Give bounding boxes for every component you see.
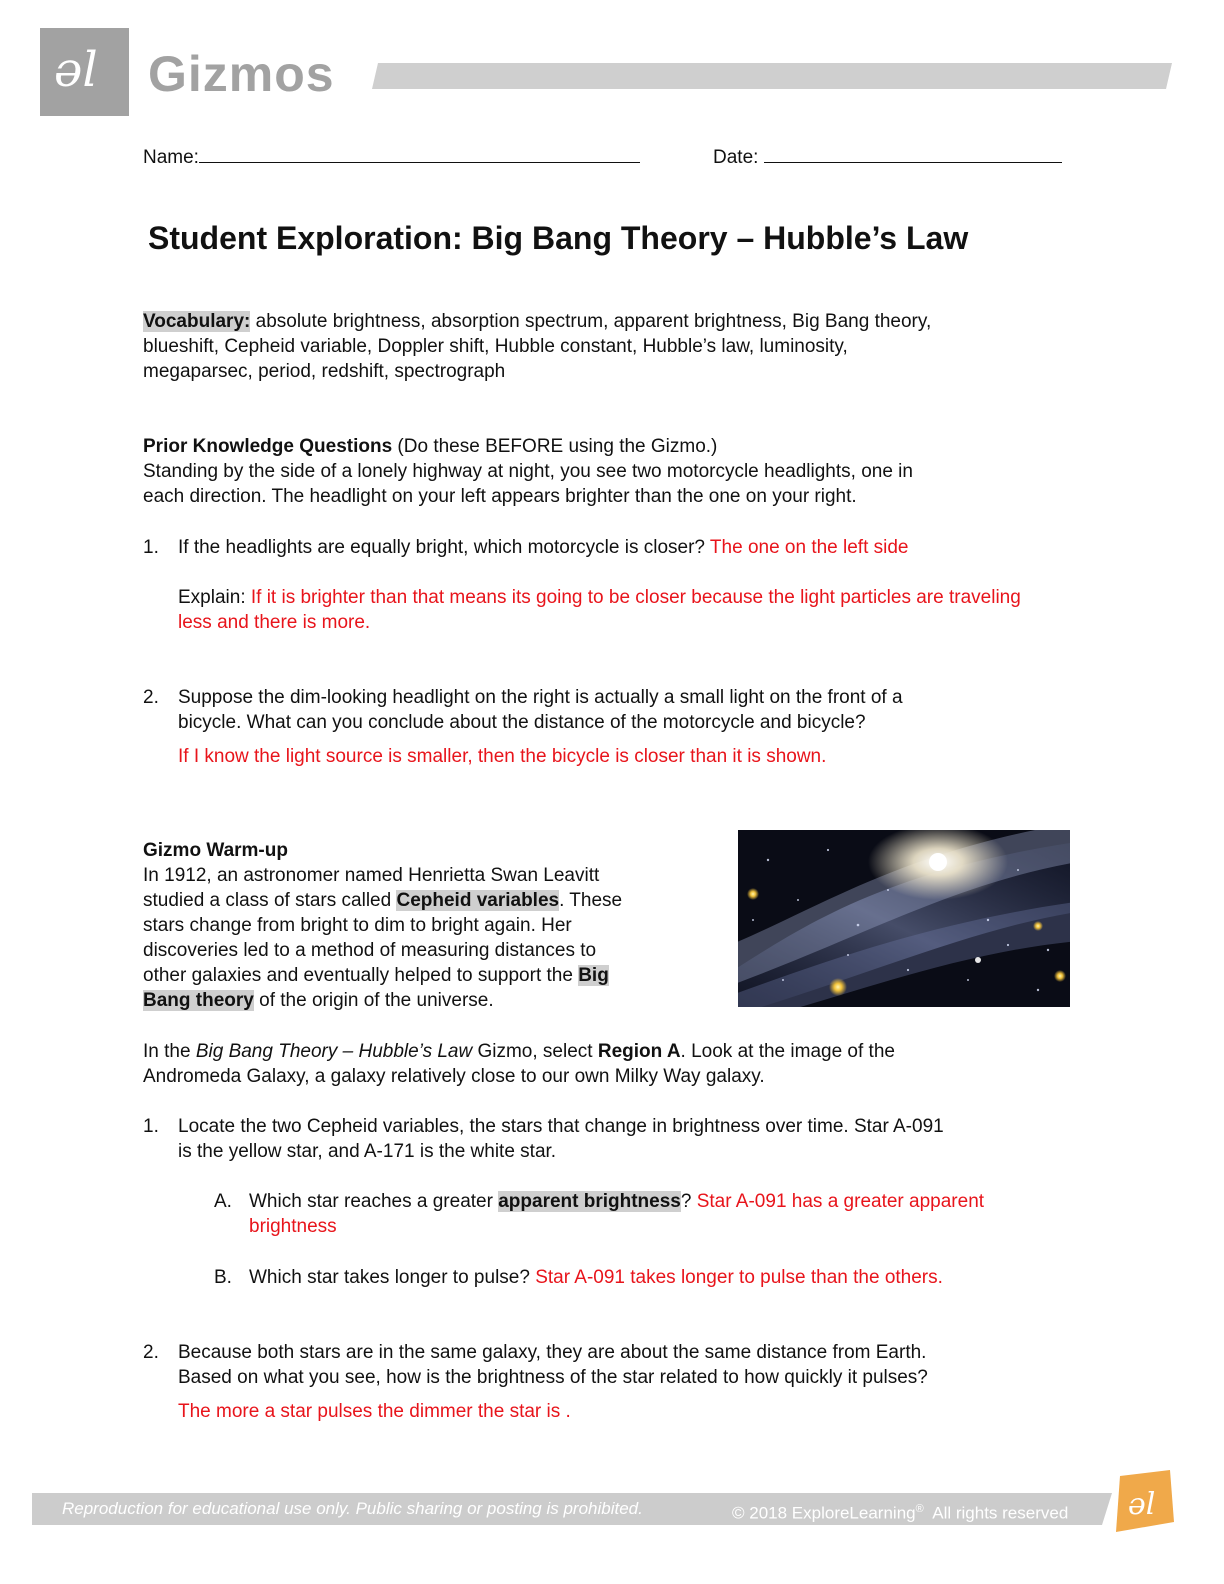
registered-mark: ® xyxy=(915,1503,924,1515)
gizmos-logo-box xyxy=(40,28,129,116)
galaxy-svg xyxy=(738,830,1070,1007)
term-cepheid-variables: Cepheid variables xyxy=(396,890,560,911)
term-bang-theory: Bang theory xyxy=(143,990,254,1011)
question-b xyxy=(249,1265,943,1290)
prior-intro-1: Standing by the side of a lonely highway at night, you see two motorcycle headlights, one in xyxy=(143,461,913,482)
question-a-letter: A. xyxy=(214,1191,232,1212)
explain-label: Explain: xyxy=(178,587,251,608)
question-a-text: Which star reaches a greater xyxy=(249,1191,499,1212)
footer-notice: Reproduction for educational use only. Public sharing or posting is prohibited. xyxy=(62,1499,643,1518)
explain-answer-1[interactable]: If it is brighter than that means its going to be closer because the light particles are traveling xyxy=(250,587,1021,608)
warmup-p2-line-1 xyxy=(143,1039,895,1064)
region-a: Region A xyxy=(597,1041,681,1062)
name-field[interactable] xyxy=(143,144,640,170)
vocabulary-line-3: megaparsec, period, redshift, spectrograph xyxy=(143,361,506,382)
prior-heading-note: (Do these BEFORE using the Gizmo.) xyxy=(392,436,718,457)
question-b-answer[interactable]: Star A-091 takes longer to pulse than the others. xyxy=(535,1267,943,1288)
prior-q1-number: 1. xyxy=(143,537,159,558)
question-a-answer-1[interactable]: Star A-091 has a greater apparent xyxy=(696,1191,985,1212)
explain-answer-2[interactable]: less and there is more. xyxy=(178,612,371,633)
header-bar xyxy=(372,63,1172,89)
warmup-p1-line-2-end: . These xyxy=(559,890,623,911)
warmup-p1-line-4: discoveries led to a method of measuring distances to xyxy=(143,940,597,961)
prior-q1-answer[interactable]: The one on the left side xyxy=(709,537,909,558)
explorelearning-logo-icon xyxy=(1110,1470,1176,1532)
footer-logo-svg xyxy=(1110,1470,1176,1532)
warmup-q2-answer[interactable]: The more a star pulses the dimmer the star is . xyxy=(178,1401,571,1422)
warmup-p2-line-2: Andromeda Galaxy, a galaxy relatively close to our own Milky Way galaxy. xyxy=(143,1066,765,1087)
prior-intro-2: each direction. The headlight on your left appears brighter than the one on your right. xyxy=(143,486,857,507)
prior-heading-title: Prior Knowledge Questions xyxy=(143,436,393,457)
rights-text: All rights reserved xyxy=(923,1503,1069,1523)
warmup-p1-line-5 xyxy=(143,963,609,988)
warmup-q2-text-2: Based on what you see, how is the brightness of the star related to how quickly it pulses? xyxy=(178,1367,928,1388)
prior-heading xyxy=(143,434,717,459)
vocabulary-line-1 xyxy=(143,309,931,334)
warmup-heading: Gizmo Warm-up xyxy=(143,840,288,861)
warmup-q2-number: 2. xyxy=(143,1342,159,1363)
warmup-p1-line-2-text: studied a class of stars called xyxy=(143,890,397,911)
vocabulary-text: absolute brightness, absorption spectrum, apparent brightness, Big Bang theory, xyxy=(250,311,932,332)
warmup-q2-text-1: Because both stars are in the same galaxy, they are about the same distance from Earth. xyxy=(178,1342,927,1363)
footer-copyright xyxy=(732,1497,1068,1526)
question-b-letter: B. xyxy=(214,1267,232,1288)
p2-text-e: . Look at the image of the xyxy=(680,1041,895,1062)
name-blank[interactable] xyxy=(199,144,640,163)
prior-q2-text-1: Suppose the dim-looking headlight on the right is actually a small light on the front of a xyxy=(178,687,903,708)
term-apparent-brightness: apparent brightness xyxy=(498,1191,681,1212)
prior-q2-text-2: bicycle. What can you conclude about the distance of the motorcycle and bicycle? xyxy=(178,712,866,733)
logo-glyph: əl xyxy=(54,42,98,98)
question-a-answer-2[interactable]: brightness xyxy=(249,1216,337,1237)
warmup-p1-line-1: In 1912, an astronomer named Henrietta Swan Leavitt xyxy=(143,865,600,886)
p2-text-a: In the xyxy=(143,1041,196,1062)
prior-q1-explain xyxy=(178,585,1021,610)
date-label: Date: xyxy=(713,147,759,168)
warmup-q1-text-2: is the yellow star, and A-171 is the white star. xyxy=(178,1141,557,1162)
name-label: Name: xyxy=(143,147,199,168)
vocabulary-line-2: blueshift, Cepheid variable, Doppler shift, Hubble constant, Hubble’s law, luminosity, xyxy=(143,336,848,357)
warmup-p1-line-3: stars change from bright to dim to bright again. Her xyxy=(143,915,572,936)
warmup-p1-line-6 xyxy=(143,988,494,1013)
question-a-mark: ? xyxy=(680,1191,697,1212)
warmup-p1-line-6-text: of the origin of the universe. xyxy=(253,990,494,1011)
vocabulary-label: Vocabulary: xyxy=(143,311,251,332)
prior-q1-text: If the headlights are equally bright, which motorcycle is closer? xyxy=(178,537,710,558)
andromeda-galaxy-image xyxy=(738,830,1070,1007)
date-field[interactable] xyxy=(713,144,1062,170)
term-big: Big xyxy=(578,965,609,986)
p2-text-c: Gizmo, select xyxy=(472,1041,598,1062)
warmup-q1-number: 1. xyxy=(143,1116,159,1137)
page-title: Student Exploration: Big Bang Theory – Hubble’s Law xyxy=(148,220,969,256)
warmup-q1-text-1: Locate the two Cepheid variables, the stars that change in brightness over time. Star A-091 xyxy=(178,1116,944,1137)
gizmo-name: Big Bang Theory – Hubble’s Law xyxy=(195,1041,473,1062)
prior-q2-answer[interactable]: If I know the light source is smaller, then the bicycle is closer than it is shown. xyxy=(178,746,827,767)
gizmos-brand: Gizmos xyxy=(148,46,335,102)
question-b-text: Which star takes longer to pulse? xyxy=(249,1267,536,1288)
question-a xyxy=(249,1189,984,1214)
date-blank[interactable] xyxy=(764,144,1062,163)
copyright-text: © 2018 ExploreLearning xyxy=(732,1503,916,1523)
svg-text:əl: əl xyxy=(1128,1487,1156,1522)
prior-q1 xyxy=(178,535,909,560)
prior-q2-number: 2. xyxy=(143,687,159,708)
warmup-p1-line-5-text: other galaxies and eventually helped to support the xyxy=(143,965,579,986)
warmup-p1-line-2 xyxy=(143,888,622,913)
